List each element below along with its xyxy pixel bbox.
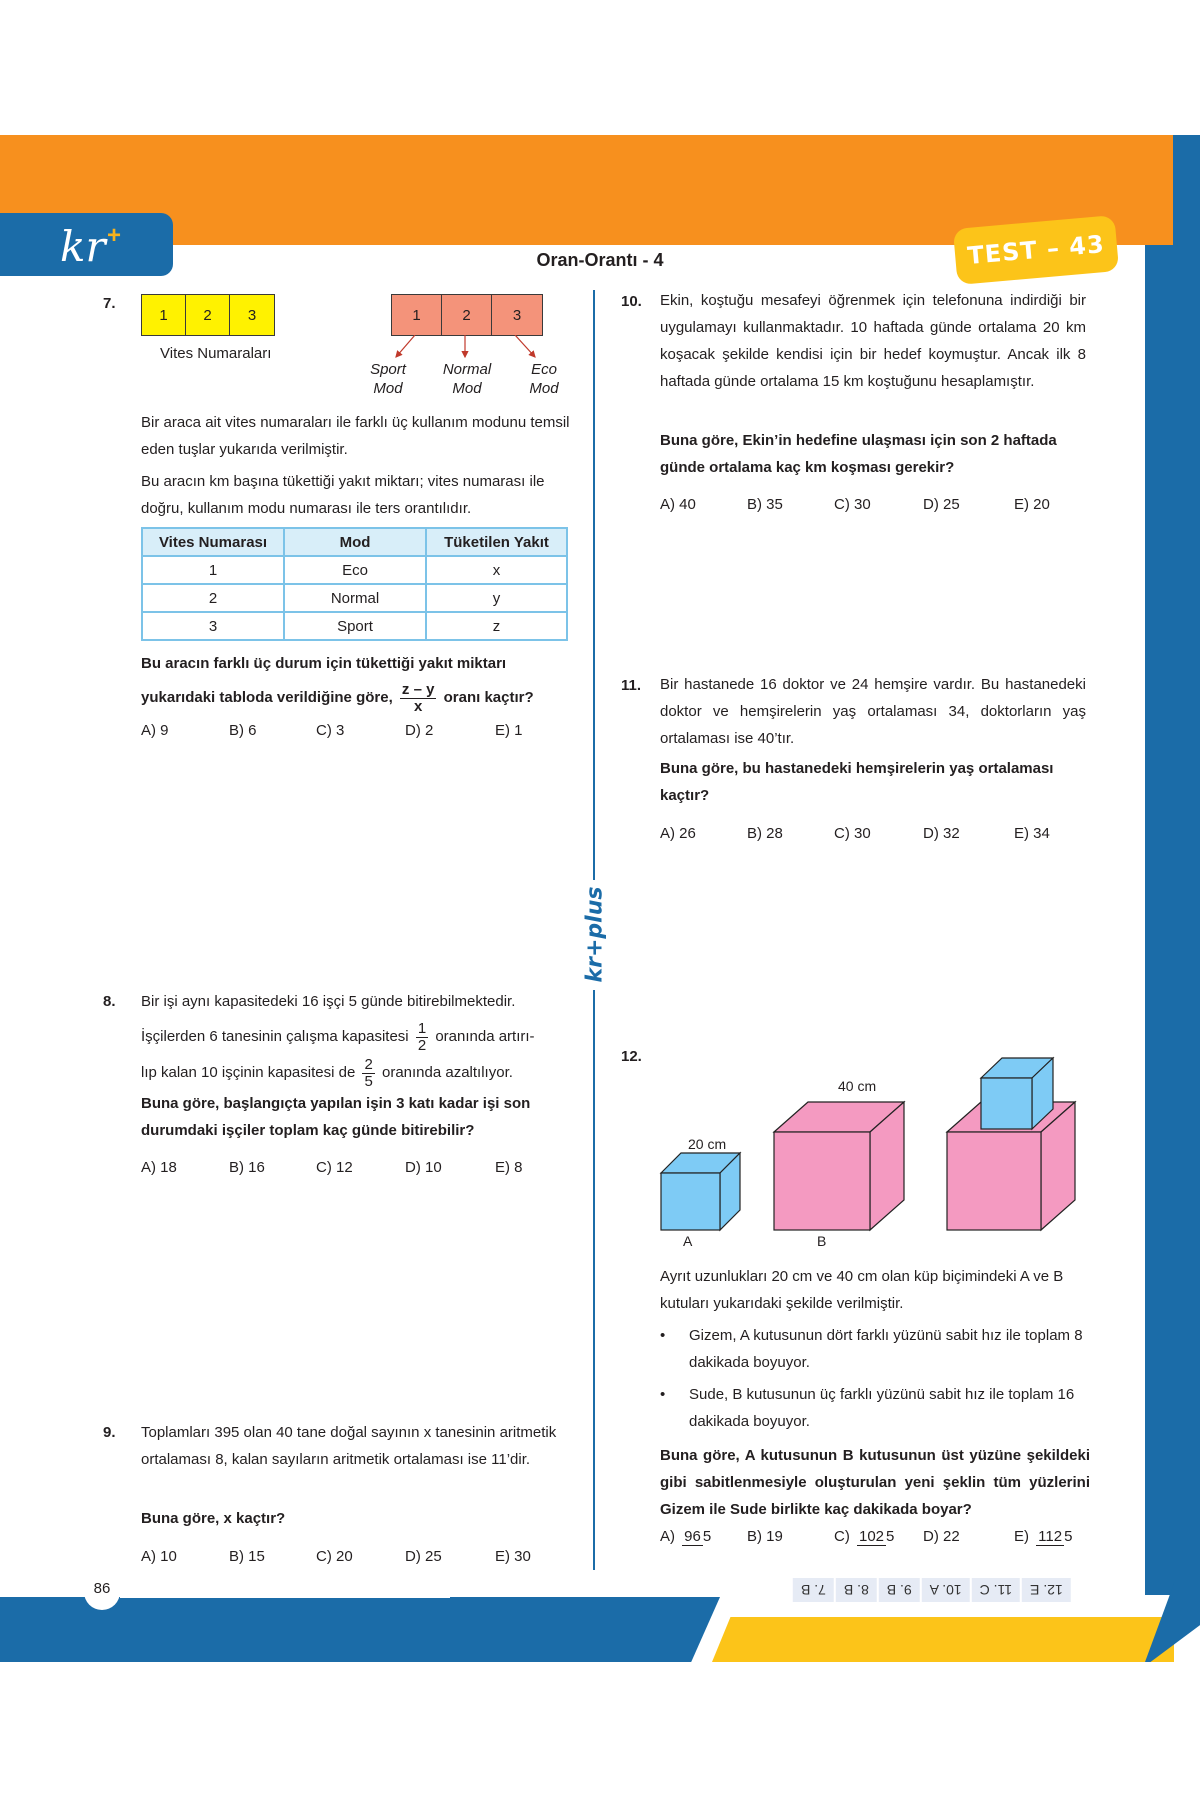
mode-label-normal	[436, 360, 498, 398]
page-title: Oran-Orantı - 4	[536, 250, 664, 270]
mode-label-line: Normal	[442, 361, 492, 378]
q11-question: Buna göre, bu hastanedeki hemşirelerin yaş ortalaması kaçtır?	[660, 760, 1054, 804]
q11-text: Bir hastanede 16 doktor ve 24 hemşire vardır. Bu hastanedeki doktor ve hemşirelerin yaş ortalaması 34, doktorların yaş ortalaması ise 40’tır.	[660, 676, 1086, 747]
fraction-one-half	[416, 1021, 428, 1054]
gear-key: 3	[230, 295, 274, 335]
cube-b-label: B	[817, 1233, 827, 1249]
choice[interactable]: B) 28	[747, 825, 783, 842]
fraction-denominator: 2	[417, 1036, 427, 1054]
q9-question: Buna göre, x kaçtır?	[141, 1510, 286, 1527]
mode-label-line: Mod	[529, 380, 559, 397]
choice[interactable]: C) 30	[834, 825, 871, 842]
choice-letter: E)	[1014, 1528, 1029, 1545]
answer-key-item: 11. C	[972, 1578, 1020, 1602]
fraction-denominator: x	[414, 697, 423, 715]
q8-text: oranında azaltılıyor.	[381, 1064, 513, 1081]
choice[interactable]	[834, 1528, 923, 1546]
mode-label-eco	[520, 360, 568, 398]
choice[interactable]: B) 16	[229, 1159, 265, 1176]
q8-line-1: Bir işi aynı kapasitedeki 16 işçi 5 günde bitirebilmektedir.	[141, 993, 516, 1010]
choice-value: 19	[766, 1528, 783, 1546]
table-cell: x	[426, 556, 567, 584]
list-item	[660, 1322, 1096, 1376]
choice[interactable]: E) 8	[495, 1159, 523, 1176]
table-cell: Normal	[284, 584, 426, 612]
question-number: 8.	[103, 993, 116, 1010]
mode-key: 1	[392, 295, 442, 335]
right-blue-strip	[1145, 245, 1200, 1595]
choice[interactable]: D) 32	[923, 825, 960, 842]
table-header: Tüketilen Yakıt	[426, 528, 567, 556]
q7-question-text: Bu aracın farklı üç durum için tükettiği yakıt miktarı yukarıdaki tabloda verildiğine göre,	[141, 655, 507, 706]
bullet-icon: •	[660, 1386, 666, 1403]
footer-line	[120, 1597, 450, 1598]
question-number: 9.	[103, 1424, 116, 1441]
question-number: 11.	[621, 677, 642, 694]
choice[interactable]: B) 35	[747, 496, 783, 513]
choice-value: 22	[943, 1528, 960, 1546]
column-divider	[593, 990, 595, 1570]
answer-key-item: 8. B	[836, 1578, 877, 1602]
q8-question: Buna göre, başlangıçta yapılan işin 3 katı kadar işi son durumdaki işçiler toplam kaç günde bitirebilir?	[141, 1095, 531, 1139]
mode-label-sport	[362, 360, 414, 398]
gear-keys	[141, 294, 275, 336]
question-number: 7.	[103, 295, 116, 312]
side-brand-logo	[572, 882, 618, 986]
q7-table	[141, 527, 568, 641]
answer-key-item: 9. B	[879, 1578, 920, 1602]
choice[interactable]: C) 12	[316, 1159, 353, 1176]
table-cell: Eco	[284, 556, 426, 584]
q7-question	[141, 647, 573, 715]
cube-a-size-label: 20 cm	[688, 1136, 727, 1152]
choice[interactable]: A) 10	[141, 1548, 177, 1565]
gear-key: 2	[186, 295, 230, 335]
fraction-denominator: 5	[364, 1072, 373, 1090]
answer-key-item: 10. A	[922, 1578, 970, 1602]
fraction-denominator: 5	[702, 1527, 712, 1545]
choice[interactable]: E) 34	[1014, 825, 1050, 842]
table-cell: y	[426, 584, 567, 612]
mode-label-line: Mod	[373, 380, 403, 397]
q7-question-text-end: oranı kaçtır?	[443, 689, 534, 706]
q12-question: Buna göre, A kutusunun B kutusunun üst yüzüne şekildeki gibi sabitlenmesiyle oluşturulan yeni şeklin tüm yüzlerini Gizem ile Sude birlikte kaç dakikada boyar?	[660, 1447, 1090, 1518]
choice[interactable]: E) 30	[495, 1548, 531, 1565]
choice[interactable]: B) 15	[229, 1548, 265, 1565]
choice[interactable]: E) 1	[495, 722, 523, 739]
choice-letter: D)	[923, 1528, 939, 1546]
choice[interactable]: D) 25	[923, 496, 960, 513]
choice[interactable]	[923, 1528, 1014, 1545]
choice-fraction	[682, 1529, 711, 1546]
q8-line-2	[141, 1020, 591, 1054]
table-cell: Sport	[284, 612, 426, 640]
brand-logo: kr	[60, 222, 106, 271]
answer-key	[793, 1578, 1071, 1602]
side-brand-text: kr+plus	[582, 886, 608, 982]
q12-choices	[660, 1528, 1075, 1546]
choice[interactable]: C) 30	[834, 496, 871, 513]
choice[interactable]: C) 20	[316, 1548, 353, 1565]
q10-question: Buna göre, Ekin’in hedefine ulaşması için son 2 haftada günde ortalama kaç km koşması gerekir?	[660, 432, 1057, 476]
q10-text: Ekin, koştuğu mesafeyi öğrenmek için telefonuna indirdiği bir uygulamayı kullanmaktadır. 10 haftada günde ortalama 20 km koşacak şekilde kendisi için bir hedef koymuştur. Ancak ilk 8 haftada günde ortalama 15 km koştuğunu hesaplamıştır.	[660, 292, 1086, 390]
choice[interactable]: A) 9	[141, 722, 169, 739]
footer-yellow-band	[712, 1617, 1174, 1662]
table-header: Mod	[284, 528, 426, 556]
fraction-numerator: 1	[417, 1019, 427, 1037]
choice[interactable]	[1014, 1528, 1075, 1546]
q7-paragraph-2: Bu aracın km başına tükettiği yakıt miktarı; vites numarası ile doğru, kullanım modu numarası ile ters orantılıdır.	[141, 473, 545, 517]
cube-b-size-label: 40 cm	[838, 1078, 877, 1094]
table-row	[142, 612, 567, 640]
choice[interactable]: D) 2	[405, 722, 434, 739]
table-cell: 2	[142, 584, 284, 612]
question-number: 10.	[621, 293, 642, 310]
q7-choices	[141, 722, 523, 739]
table-row	[142, 584, 567, 612]
choice[interactable]: C) 3	[316, 722, 345, 739]
choice[interactable]: D) 10	[405, 1159, 442, 1176]
gear-caption: Vites Numaraları	[160, 345, 272, 362]
choice[interactable]: A) 26	[660, 825, 696, 842]
list-item	[660, 1381, 1096, 1435]
q11-choices	[660, 825, 1050, 842]
fraction-numerator: 112	[1038, 1527, 1063, 1545]
column-divider	[593, 290, 595, 880]
q8-text: İşçilerden 6 tanesinin çalışma kapasitesi	[141, 1028, 409, 1045]
q8-choices	[141, 1159, 523, 1176]
mode-label-line: Sport	[370, 361, 406, 378]
choice[interactable]: A) 40	[660, 496, 696, 513]
answer-key-item: 7. B	[793, 1578, 834, 1602]
gear-key: 1	[142, 295, 186, 335]
fraction-denominator: 5	[1064, 1527, 1073, 1545]
choice-letter: C)	[834, 1528, 850, 1545]
choice-fraction	[1036, 1529, 1072, 1546]
cube-a	[661, 1153, 740, 1230]
q7-paragraph-1: Bir araca ait vites numaraları ile farklı üç kullanım modunu temsil eden tuşlar yukarıda verilmiştir.	[141, 414, 570, 458]
choice[interactable]: A) 18	[141, 1159, 177, 1176]
question-number: 12.	[621, 1048, 642, 1065]
table-cell: 3	[142, 612, 284, 640]
cube-combined	[947, 1058, 1075, 1230]
choice-letter: A)	[660, 1528, 675, 1545]
mode-key: 2	[442, 295, 492, 335]
q9-choices	[141, 1548, 531, 1565]
answer-key-item: 12. E	[1022, 1578, 1071, 1602]
mode-keys	[391, 294, 543, 336]
q8-text: lıp kalan 10 işçinin kapasitesi de	[141, 1064, 356, 1081]
table-header: Vites Numarası	[142, 528, 284, 556]
q8-text: oranında artırı-	[435, 1028, 535, 1045]
fraction-denominator: 5	[886, 1527, 895, 1545]
choice[interactable]: D) 25	[405, 1548, 442, 1565]
choice[interactable]	[747, 1528, 834, 1545]
fraction-numerator: 102	[859, 1527, 885, 1545]
fraction-numerator: 2	[364, 1055, 373, 1073]
table-cell: z	[426, 612, 567, 640]
choice[interactable]: E) 20	[1014, 496, 1050, 513]
q12-text: Ayrıt uzunlukları 20 cm ve 40 cm olan küp biçimindeki A ve B kutuları yukarıdaki şekilde verilmiştir.	[660, 1268, 1064, 1312]
fraction-numerator: z – y	[401, 680, 435, 698]
mode-label-line: Eco	[531, 361, 557, 378]
choice[interactable]	[660, 1528, 747, 1546]
q10-choices	[660, 496, 1050, 513]
q9-text: Toplamları 395 olan 40 tane doğal sayının x tanesinin aritmetik ortalaması 8, kalan sayıların aritmetik ortalaması ise 11’dir.	[141, 1424, 557, 1468]
choice[interactable]: B) 6	[229, 722, 257, 739]
cube-a-label: A	[683, 1233, 693, 1249]
mode-key: 3	[492, 295, 542, 335]
q7-fraction	[400, 682, 437, 715]
arrow-icon	[396, 335, 415, 357]
q8-line-3	[141, 1056, 591, 1090]
choice-letter: B)	[747, 1528, 762, 1546]
bullet-text: Sude, B kutusunun üç farklı yüzünü sabit hız ile toplam 16 dakikada boyuyor.	[689, 1386, 1075, 1430]
table-header-row	[142, 528, 567, 556]
test-badge-label: TEST – 43	[966, 230, 1106, 270]
bullet-icon: •	[660, 1327, 666, 1344]
arrow-icon	[515, 335, 535, 357]
page-number: 86	[84, 1566, 120, 1610]
table-row	[142, 556, 567, 584]
fraction-numerator: 96	[684, 1527, 701, 1545]
bullet-text: Gizem, A kutusunun dört farklı yüzünü sabit hız ile toplam 8 dakikada boyuyor.	[689, 1327, 1083, 1371]
brand-logo-plus-icon: +	[107, 222, 122, 249]
choice-fraction	[857, 1529, 894, 1546]
cube-b	[774, 1102, 904, 1230]
q12-bullets	[660, 1322, 1096, 1435]
table-cell: 1	[142, 556, 284, 584]
fraction-two-fifths	[362, 1057, 374, 1090]
mode-label-line: Mod	[452, 380, 482, 397]
